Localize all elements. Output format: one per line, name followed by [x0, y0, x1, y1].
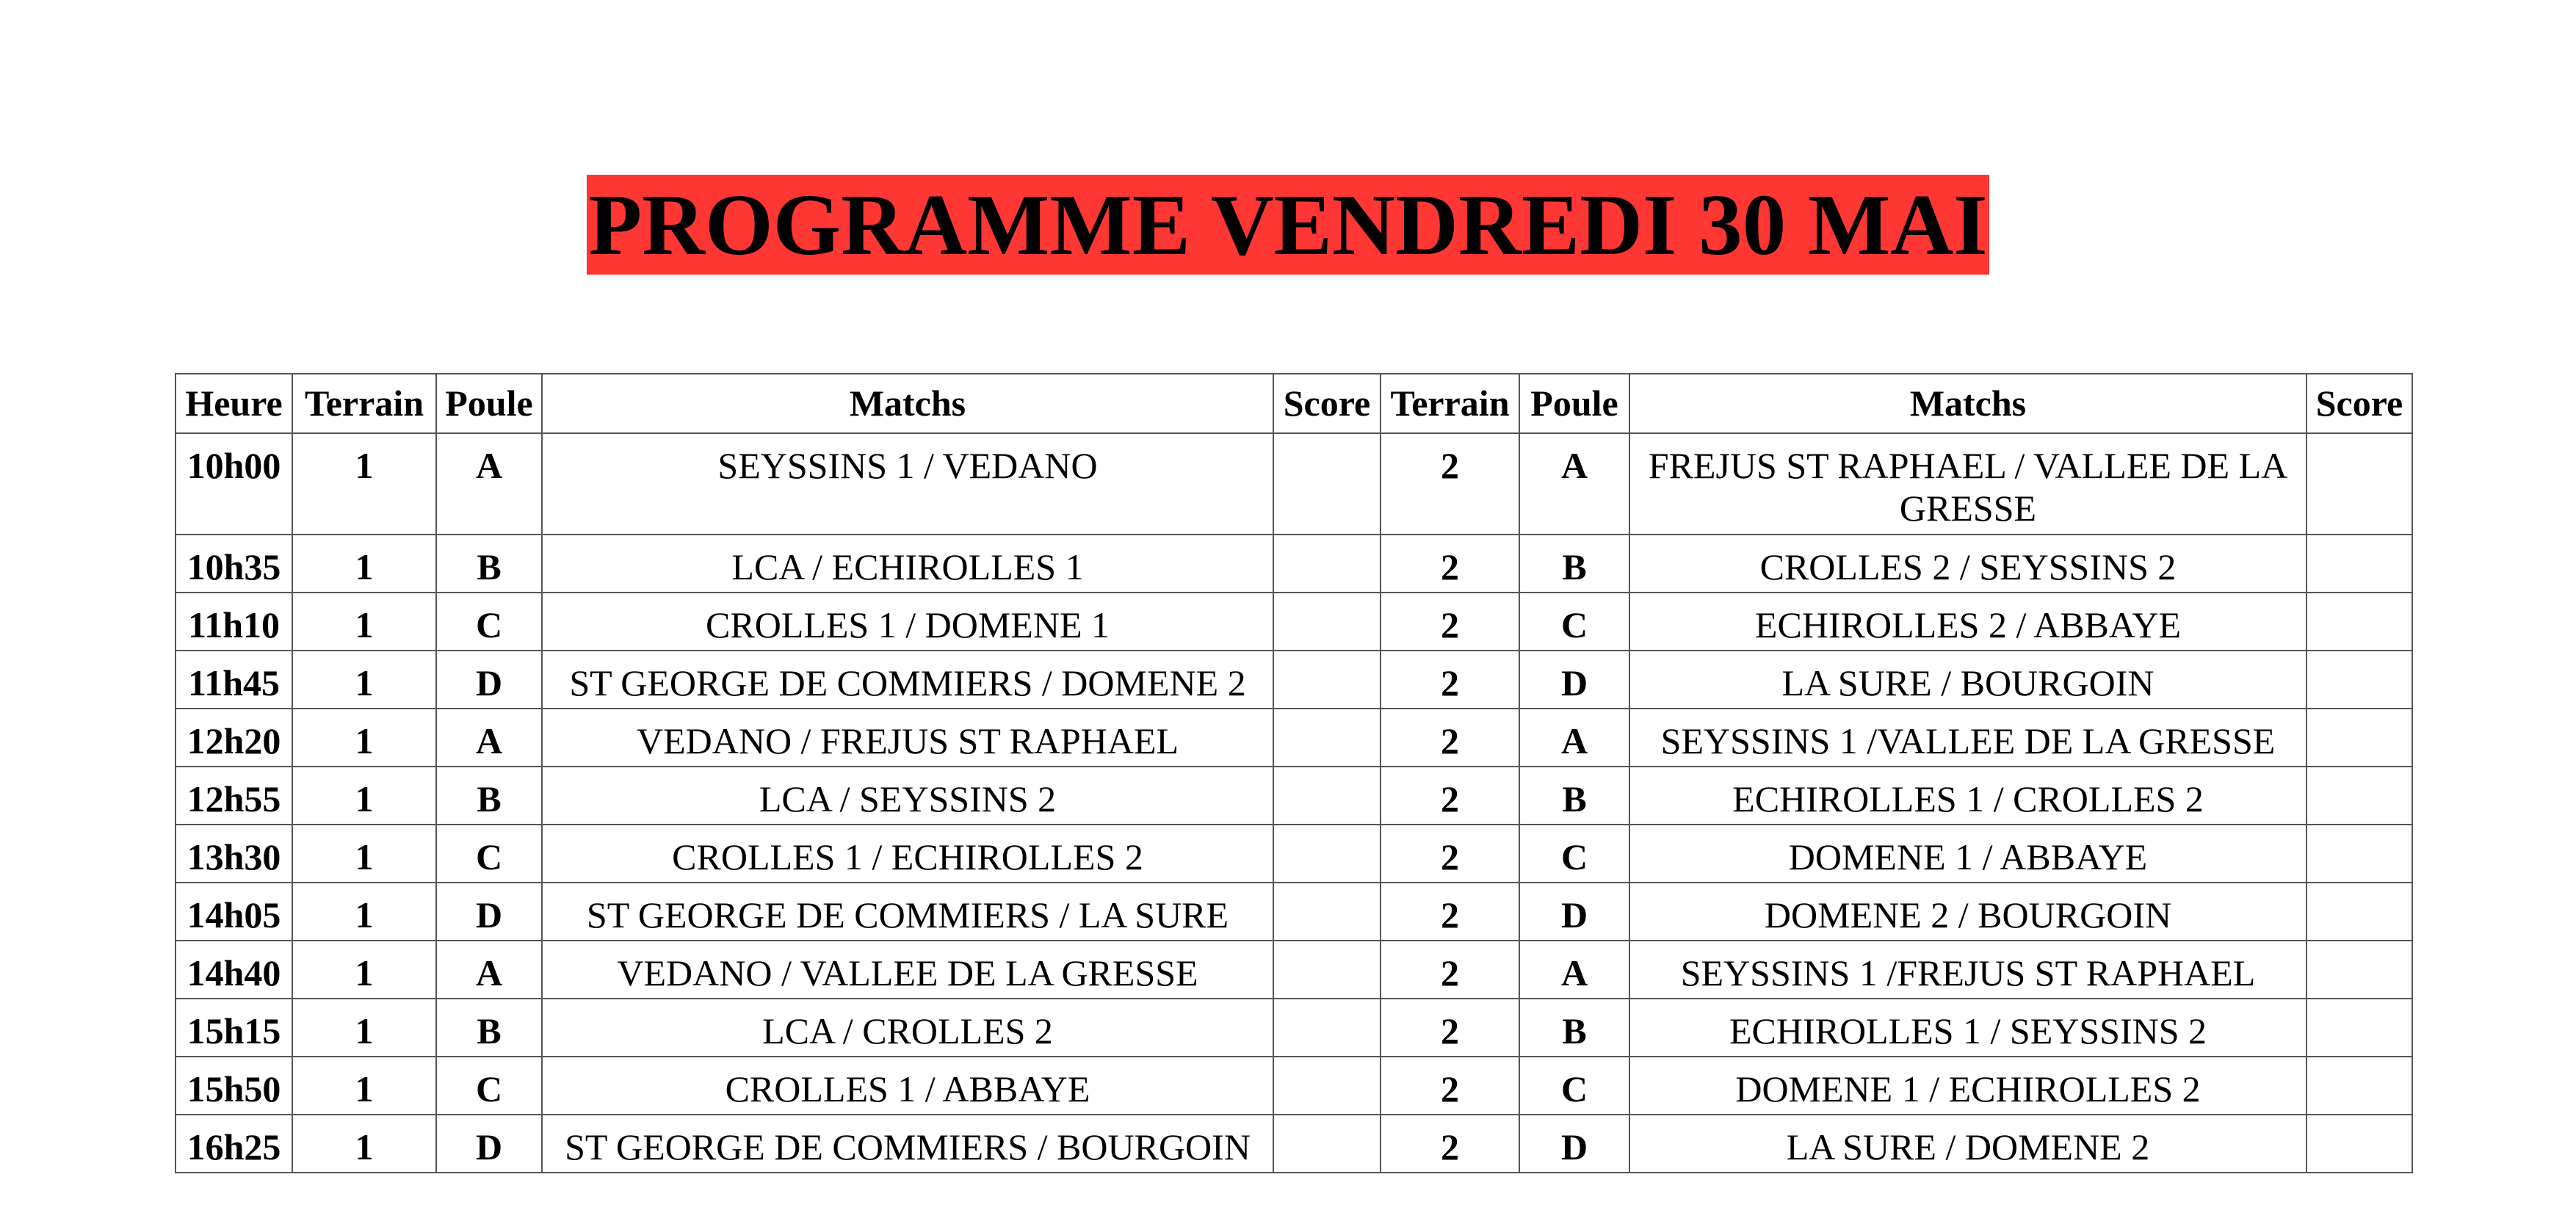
header-matchs-2: Matchs — [1629, 374, 2307, 433]
cell-match-2: DOMENE 1 / ECHIROLLES 2 — [1629, 1057, 2307, 1115]
cell-heure: 15h15 — [176, 999, 292, 1057]
cell-match-2: ECHIROLLES 1 / SEYSSINS 2 — [1629, 999, 2307, 1057]
cell-poule-2: D — [1519, 1115, 1629, 1173]
cell-match-1: ST GEORGE DE COMMIERS / DOMENE 2 — [542, 651, 1273, 709]
table-row — [176, 535, 2412, 593]
cell-score-1 — [1273, 535, 1381, 593]
cell-match-2: LA SURE / BOURGOIN — [1629, 651, 2307, 709]
cell-poule-2: A — [1519, 709, 1629, 767]
cell-score-2 — [2307, 709, 2412, 767]
cell-heure: 10h00 — [176, 433, 292, 535]
cell-match-2: SEYSSINS 1 /VALLEE DE LA GRESSE — [1629, 709, 2307, 767]
cell-terrain-1: 1 — [292, 883, 436, 941]
table-row — [176, 941, 2412, 999]
cell-poule-2: D — [1519, 651, 1629, 709]
table-row — [176, 767, 2412, 825]
table-row — [176, 1115, 2412, 1173]
cell-poule-2: D — [1519, 883, 1629, 941]
cell-poule-1: B — [436, 767, 542, 825]
table-row — [176, 651, 2412, 709]
table-row — [176, 433, 2412, 535]
cell-terrain-2: 2 — [1381, 709, 1519, 767]
cell-heure: 10h35 — [176, 535, 292, 593]
cell-score-2 — [2307, 1115, 2412, 1173]
cell-terrain-1: 1 — [292, 433, 436, 535]
header-poule-1: Poule — [436, 374, 542, 433]
cell-poule-1: C — [436, 1057, 542, 1115]
cell-heure: 12h20 — [176, 709, 292, 767]
cell-terrain-2: 2 — [1381, 651, 1519, 709]
cell-poule-1: B — [436, 535, 542, 593]
cell-poule-2: B — [1519, 999, 1629, 1057]
cell-terrain-1: 1 — [292, 709, 436, 767]
header-terrain-1: Terrain — [292, 374, 436, 433]
cell-heure: 14h40 — [176, 941, 292, 999]
cell-terrain-1: 1 — [292, 999, 436, 1057]
cell-terrain-2: 2 — [1381, 433, 1519, 535]
cell-score-2 — [2307, 999, 2412, 1057]
cell-score-1 — [1273, 709, 1381, 767]
cell-poule-2: C — [1519, 593, 1629, 651]
cell-terrain-2: 2 — [1381, 1115, 1519, 1173]
cell-match-1: VEDANO / FREJUS ST RAPHAEL — [542, 709, 1273, 767]
cell-score-2 — [2307, 593, 2412, 651]
cell-heure: 12h55 — [176, 767, 292, 825]
cell-score-2 — [2307, 941, 2412, 999]
cell-poule-1: C — [436, 825, 542, 883]
schedule-body — [176, 433, 2412, 1173]
cell-score-1 — [1273, 883, 1381, 941]
cell-score-1 — [1273, 825, 1381, 883]
cell-score-2 — [2307, 767, 2412, 825]
cell-terrain-2: 2 — [1381, 999, 1519, 1057]
header-heure: Heure — [176, 374, 292, 433]
cell-match-2: DOMENE 2 / BOURGOIN — [1629, 883, 2307, 941]
cell-score-1 — [1273, 941, 1381, 999]
cell-terrain-2: 2 — [1381, 535, 1519, 593]
cell-match-2: DOMENE 1 / ABBAYE — [1629, 825, 2307, 883]
schedule-table — [175, 373, 2413, 1173]
table-row — [176, 825, 2412, 883]
cell-terrain-2: 2 — [1381, 767, 1519, 825]
cell-poule-1: A — [436, 433, 542, 535]
cell-match-1: CROLLES 1 / ECHIROLLES 2 — [542, 825, 1273, 883]
header-terrain-2: Terrain — [1381, 374, 1519, 433]
page-title: PROGRAMME VENDREDI 30 MAI — [588, 176, 1988, 273]
cell-poule-1: C — [436, 593, 542, 651]
cell-match-2: LA SURE / DOMENE 2 — [1629, 1115, 2307, 1173]
table-row — [176, 883, 2412, 941]
cell-poule-2: C — [1519, 825, 1629, 883]
cell-match-1: LCA / CROLLES 2 — [542, 999, 1273, 1057]
cell-score-2 — [2307, 433, 2412, 535]
cell-poule-1: D — [436, 1115, 542, 1173]
header-score-2: Score — [2307, 374, 2412, 433]
cell-poule-1: D — [436, 651, 542, 709]
cell-score-1 — [1273, 593, 1381, 651]
cell-heure: 14h05 — [176, 883, 292, 941]
cell-poule-1: A — [436, 709, 542, 767]
title-container — [0, 175, 2576, 275]
cell-match-1: CROLLES 1 / ABBAYE — [542, 1057, 1273, 1115]
cell-terrain-2: 2 — [1381, 825, 1519, 883]
table-row — [176, 1057, 2412, 1115]
cell-poule-1: A — [436, 941, 542, 999]
cell-terrain-1: 1 — [292, 535, 436, 593]
cell-heure: 15h50 — [176, 1057, 292, 1115]
cell-score-1 — [1273, 1057, 1381, 1115]
table-row — [176, 999, 2412, 1057]
cell-match-2: SEYSSINS 1 /FREJUS ST RAPHAEL — [1629, 941, 2307, 999]
cell-match-1: LCA / SEYSSINS 2 — [542, 767, 1273, 825]
table-row — [176, 709, 2412, 767]
header-row — [176, 374, 2412, 433]
cell-match-2: ECHIROLLES 1 / CROLLES 2 — [1629, 767, 2307, 825]
cell-match-1: CROLLES 1 / DOMENE 1 — [542, 593, 1273, 651]
cell-score-1 — [1273, 433, 1381, 535]
cell-terrain-1: 1 — [292, 825, 436, 883]
cell-score-1 — [1273, 1115, 1381, 1173]
cell-match-2: CROLLES 2 / SEYSSINS 2 — [1629, 535, 2307, 593]
cell-terrain-1: 1 — [292, 1057, 436, 1115]
cell-match-2: FREJUS ST RAPHAEL / VALLEE DE LA GRESSE — [1629, 433, 2307, 535]
cell-terrain-1: 1 — [292, 1115, 436, 1173]
cell-score-2 — [2307, 651, 2412, 709]
cell-match-1: SEYSSINS 1 / VEDANO — [542, 433, 1273, 535]
cell-terrain-2: 2 — [1381, 941, 1519, 999]
cell-match-1: ST GEORGE DE COMMIERS / BOURGOIN — [542, 1115, 1273, 1173]
table-row — [176, 593, 2412, 651]
cell-heure: 11h45 — [176, 651, 292, 709]
cell-score-1 — [1273, 999, 1381, 1057]
cell-score-2 — [2307, 883, 2412, 941]
cell-score-2 — [2307, 825, 2412, 883]
cell-poule-2: A — [1519, 433, 1629, 535]
cell-heure: 13h30 — [176, 825, 292, 883]
cell-poule-1: B — [436, 999, 542, 1057]
cell-terrain-1: 1 — [292, 767, 436, 825]
header-matchs-1: Matchs — [542, 374, 1273, 433]
cell-match-1: VEDANO / VALLEE DE LA GRESSE — [542, 941, 1273, 999]
cell-score-2 — [2307, 535, 2412, 593]
cell-match-2: ECHIROLLES 2 / ABBAYE — [1629, 593, 2307, 651]
cell-score-2 — [2307, 1057, 2412, 1115]
cell-terrain-2: 2 — [1381, 1057, 1519, 1115]
cell-terrain-1: 1 — [292, 593, 436, 651]
cell-match-1: ST GEORGE DE COMMIERS / LA SURE — [542, 883, 1273, 941]
cell-poule-1: D — [436, 883, 542, 941]
header-score-1: Score — [1273, 374, 1381, 433]
cell-score-1 — [1273, 651, 1381, 709]
cell-score-1 — [1273, 767, 1381, 825]
cell-poule-2: B — [1519, 767, 1629, 825]
cell-poule-2: B — [1519, 535, 1629, 593]
cell-poule-2: A — [1519, 941, 1629, 999]
cell-heure: 11h10 — [176, 593, 292, 651]
cell-poule-2: C — [1519, 1057, 1629, 1115]
cell-heure: 16h25 — [176, 1115, 292, 1173]
cell-terrain-1: 1 — [292, 651, 436, 709]
cell-terrain-2: 2 — [1381, 883, 1519, 941]
header-poule-2: Poule — [1519, 374, 1629, 433]
cell-match-1: LCA / ECHIROLLES 1 — [542, 535, 1273, 593]
cell-terrain-1: 1 — [292, 941, 436, 999]
cell-terrain-2: 2 — [1381, 593, 1519, 651]
